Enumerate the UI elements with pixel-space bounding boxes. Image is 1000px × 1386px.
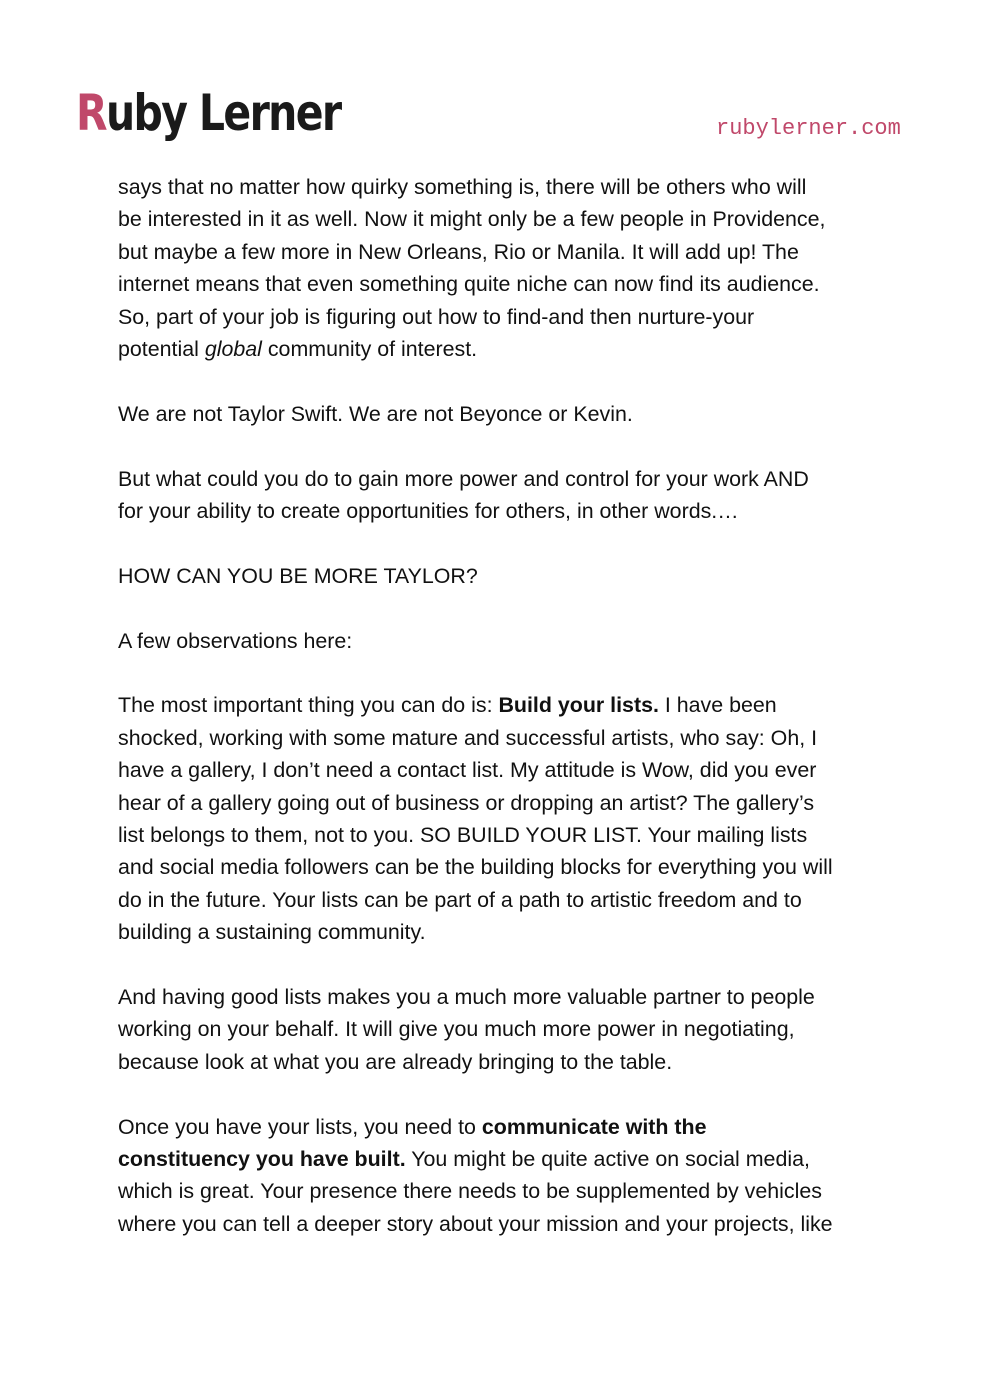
text-line: So, part of your job is figuring out how to find-and then nurture-your [118, 304, 755, 329]
text-line: have a gallery, I don’t need a contact list. My attitude is Wow, did you ever [118, 758, 817, 783]
text-line: list belongs to them, not to you. SO BUILD YOUR LIST. Your mailing lists [118, 823, 808, 848]
logo [76, 84, 341, 142]
text-line: and social media followers can be the building blocks for everything you will [118, 855, 833, 880]
text-run: You might be quite active on social media, [405, 1147, 810, 1172]
text-line: hear of a gallery going out of business or dropping an artist? The gallery’s [118, 790, 815, 815]
paragraph-4-heading [118, 560, 898, 592]
text-line: says that no matter how quirky something is, there will be others who will [118, 175, 807, 199]
text-run: I have been [658, 693, 777, 718]
text-line: shocked, working with some mature and successful artists, who say: Oh, I [118, 725, 818, 750]
paragraph-2 [118, 398, 898, 430]
text-run: The most important thing you can do is: [118, 693, 499, 718]
text-line: for your ability to create opportunities for others, in other words.… [118, 499, 739, 524]
logo-name: uby Lerner [105, 84, 341, 142]
text-line: We are not Taylor Swift. We are not Beyonce or Kevin. [118, 401, 633, 426]
paragraph-1 [118, 171, 898, 365]
paragraph-3 [118, 463, 898, 528]
text-line: working on your behalf. It will give you much more power in negotiating, [118, 1017, 795, 1042]
logo-initial: R [76, 84, 106, 142]
document-body [118, 171, 898, 1240]
text-line: And having good lists makes you a much more valuable partner to people [118, 985, 815, 1010]
text-line: But what could you do to gain more power and control for your work AND [118, 466, 809, 491]
text-run: potential [118, 337, 205, 362]
text-line [118, 337, 477, 361]
text-line: internet means that even something quite niche can now find its audience. [118, 272, 820, 297]
site-url[interactable]: rubylerner.com [716, 116, 901, 141]
text-line: which is great. Your presence there needs to be supplemented by vehicles [118, 1179, 822, 1204]
paragraph-8 [118, 1111, 898, 1241]
text-run: community of interest. [261, 337, 478, 362]
text-line: HOW CAN YOU BE MORE TAYLOR? [118, 563, 478, 588]
text-line: building a sustaining community. [118, 920, 426, 945]
bold-build-your-lists: Build your lists. [498, 693, 659, 718]
text-run: Once you have your lists, you need to [118, 1114, 482, 1139]
text-line: because look at what you are already bringing to the table. [118, 1049, 673, 1074]
bold-communicate: communicate with the [481, 1114, 707, 1139]
paragraph-6 [118, 689, 898, 948]
bold-constituency: constituency you have built. [118, 1147, 406, 1172]
text-line: where you can tell a deeper story about your mission and your projects, like [118, 1211, 833, 1236]
text-line: be interested in it as well. Now it might only be a few people in Providence, [118, 207, 826, 232]
text-line [118, 1115, 707, 1139]
text-line [118, 693, 777, 717]
paragraph-7 [118, 981, 898, 1078]
emphasis-global: global [204, 337, 262, 362]
text-line: do in the future. Your lists can be part of a path to artistic freedom and to [118, 887, 802, 912]
paragraph-5 [118, 625, 898, 657]
text-line [118, 1147, 810, 1171]
text-line: but maybe a few more in New Orleans, Rio or Manila. It will add up! The [118, 239, 799, 264]
text-line: A few observations here: [118, 628, 353, 653]
